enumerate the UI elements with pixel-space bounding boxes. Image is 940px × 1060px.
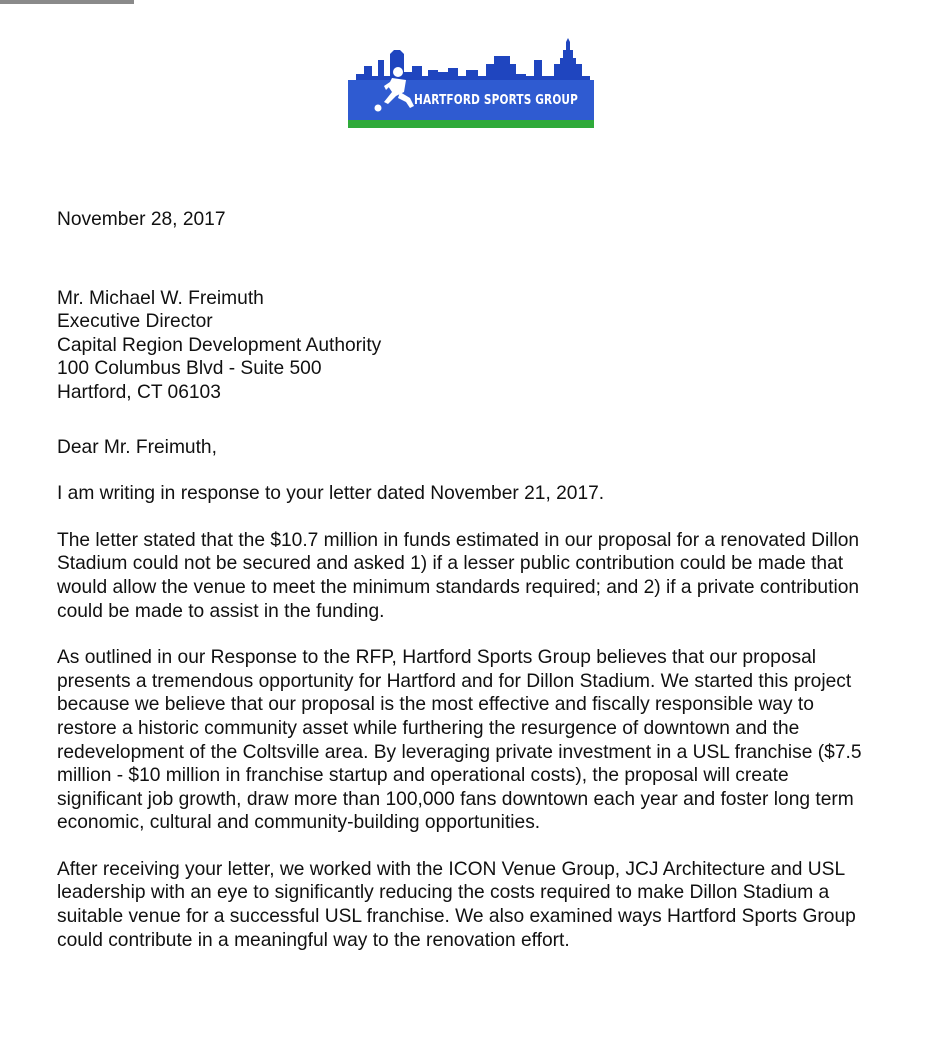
recipient-name: Mr. Michael W. Freimuth <box>57 287 264 309</box>
letter-date: November 28, 2017 <box>57 209 226 230</box>
hartford-sports-group-logo <box>348 36 594 130</box>
recipient-title: Executive Director <box>57 311 213 333</box>
logo-org-name: HARTFORD SPORTS GROUP <box>414 92 579 108</box>
recipient-address-block <box>57 287 877 405</box>
recipient-city: Hartford, CT 06103 <box>57 381 221 403</box>
salutation: Dear Mr. Freimuth, <box>57 436 217 458</box>
recipient-organization: Capital Region Development Authority <box>57 334 382 356</box>
skyline-icon <box>356 38 590 80</box>
paragraph: I am writing in response to your letter dated November 21, 2017. <box>57 483 605 505</box>
skyline-logo-graphic <box>348 36 594 130</box>
paragraph: As outlined in our Response to the RFP, Hartford Sports Group believes that our proposal presents a tremendous opportunity for Hartford and for Dillon Stadium. We started this project because we believe that our proposal is the most effective and fiscally responsible way to restore a historic community asset while furthering the resurgence of downtown and the redevelopment of the Coltsville area. By leveraging private investment in a USL franchise ($7.5 million - $10 million in franchise startup and operational costs), the proposal will create significant job growth, draw more than 100,000 fans downtown each year and foster long term economic, cultural and community-building opportunities. <box>57 647 862 834</box>
scan-edge <box>0 0 134 4</box>
paragraph: After receiving your letter, we worked with the ICON Venue Group, JCJ Architecture and USL leadership with an eye to significantly reducing the costs required to make Dillon Stadium a suitable venue for a successful USL franchise. We also examined ways Hartford Sports Group could contribute in a meaningful way to the renovation effort. <box>57 858 856 951</box>
letter-body <box>57 208 877 975</box>
recipient-street: 100 Columbus Blvd - Suite 500 <box>57 358 322 380</box>
logo-grass-band <box>348 120 594 128</box>
paragraph: The letter stated that the $10.7 million in funds estimated in our proposal for a renovated Dillon Stadium could not be secured and asked 1) if a lesser public contribution could be made that would allow the venue to meet the minimum standards required; and 2) if a private contribution could be made to assist in the funding. <box>57 529 860 622</box>
